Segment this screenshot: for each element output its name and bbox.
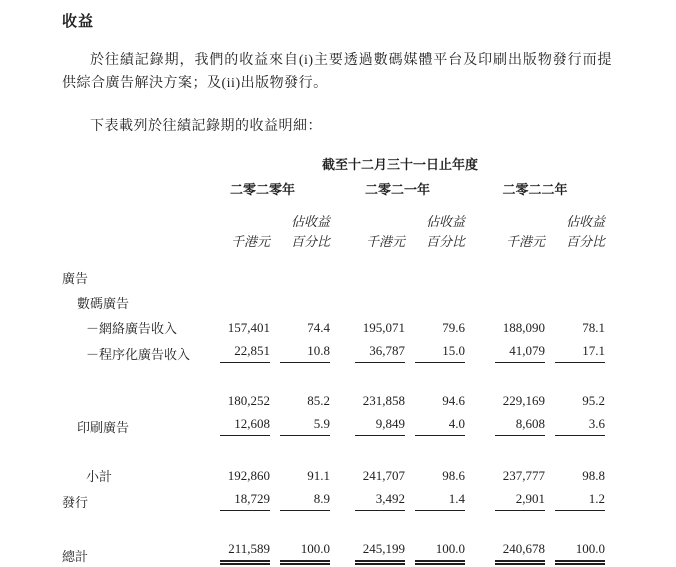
value-cell (270, 339, 330, 365)
value: 41,079 (495, 343, 545, 363)
value: 3.6 (555, 416, 605, 436)
value-cell (405, 389, 465, 412)
value: 188,090 (502, 320, 545, 335)
value: 12,608 (220, 416, 270, 436)
value: 100.0 (555, 541, 605, 565)
value-cell (405, 462, 465, 487)
value-cell (330, 289, 405, 314)
table-row (62, 412, 605, 438)
spacer-cell (62, 365, 605, 389)
value-cell (545, 289, 605, 314)
value-cell (465, 487, 545, 513)
table-row (62, 389, 605, 412)
value-cell (330, 314, 405, 339)
value-cell (545, 314, 605, 339)
value: 100.0 (415, 541, 465, 565)
value-cell (405, 252, 465, 289)
value: 241,707 (362, 468, 405, 483)
value: 245,199 (355, 541, 405, 565)
empty-cell (465, 211, 545, 231)
value-cell (465, 462, 545, 487)
value: 3,492 (355, 491, 405, 511)
row-label: 印刷廣告 (77, 420, 130, 435)
value-cell (465, 339, 545, 365)
table-row (62, 314, 605, 339)
empty-cell (330, 211, 405, 231)
value-cell (465, 412, 545, 438)
value: 2,901 (495, 491, 545, 511)
value-cell (465, 537, 545, 567)
value-cell (465, 252, 545, 289)
unit-pct-label: 百分比 (290, 234, 330, 249)
value: 98.6 (442, 468, 465, 483)
value-cell (405, 412, 465, 438)
value-cell (195, 252, 270, 289)
table-row (62, 537, 605, 567)
row-label: －程序化廣告收入 (86, 347, 191, 362)
value-cell (545, 252, 605, 289)
empty-cell (62, 154, 195, 176)
value: 157,401 (227, 320, 270, 335)
value-cell (195, 289, 270, 314)
value-cell (330, 339, 405, 365)
value: 10.8 (280, 343, 330, 363)
share-label: 佔收益 (425, 214, 465, 229)
spacer-cell (62, 438, 605, 462)
unit-money-label: 千港元 (230, 234, 270, 249)
value-cell (545, 412, 605, 438)
spacer-row (62, 513, 605, 537)
row-label: 小計 (86, 469, 113, 484)
value: 85.2 (307, 393, 330, 408)
value-cell (405, 537, 465, 567)
value-cell (195, 487, 270, 513)
year-header-2022: 二零二二年 (502, 182, 568, 197)
value: 1.4 (415, 491, 465, 511)
share-label: 佔收益 (290, 214, 330, 229)
value: 17.1 (555, 343, 605, 363)
share-label: 佔收益 (566, 214, 606, 229)
value-cell (330, 389, 405, 412)
value-cell (270, 537, 330, 567)
value: 78.1 (582, 320, 606, 335)
value-cell (195, 389, 270, 412)
value-cell (270, 252, 330, 289)
table-intro-paragraph: 下表載列於往績記錄期的收益明細： (90, 119, 322, 134)
value-cell (330, 537, 405, 567)
value-cell (545, 389, 605, 412)
value-cell (465, 314, 545, 339)
table-row (62, 289, 605, 314)
empty-cell (62, 231, 195, 252)
value-cell (545, 487, 605, 513)
value: 237,777 (502, 468, 545, 483)
intro-paragraph: 於往績記錄期，我們的收益來自(i)主要透過數碼媒體平台及印刷出版物發行而提供綜合廣告解決方案；及(ii)出版物發行。 (62, 53, 612, 91)
empty-cell (62, 211, 195, 231)
value-cell (270, 289, 330, 314)
value-cell (270, 462, 330, 487)
value-cell (270, 412, 330, 438)
row-label: 總計 (62, 549, 89, 564)
table-row (62, 487, 605, 513)
period-header-row (62, 154, 605, 176)
value-cell (195, 537, 270, 567)
value: 94.6 (442, 393, 465, 408)
value: 91.1 (307, 468, 330, 483)
empty-cell (195, 211, 270, 231)
value: 79.6 (442, 320, 465, 335)
unit-money-label: 千港元 (365, 234, 405, 249)
value: 8.9 (280, 491, 330, 511)
spacer-row (62, 438, 605, 462)
value: 98.8 (582, 468, 606, 483)
value: 74.4 (307, 320, 330, 335)
value-cell (270, 314, 330, 339)
value: 1.2 (555, 491, 605, 511)
value-cell (195, 314, 270, 339)
share-header-row (62, 211, 605, 231)
revenue-table-body (62, 252, 605, 567)
year-header-2020: 二零二零年 (229, 182, 295, 197)
unit-pct-label: 百分比 (425, 234, 465, 249)
value: 36,787 (355, 343, 405, 363)
row-label: 廣告 (62, 271, 89, 286)
value: 4.0 (415, 416, 465, 436)
value-cell (545, 537, 605, 567)
units-header-row (62, 231, 605, 252)
value-cell (330, 412, 405, 438)
value: 22,851 (220, 343, 270, 363)
revenue-table-header (62, 154, 605, 252)
value-cell (330, 487, 405, 513)
unit-money-label: 千港元 (505, 234, 545, 249)
value-cell (195, 462, 270, 487)
value-cell (405, 289, 465, 314)
year-header-row (62, 176, 605, 211)
value: 8,608 (495, 416, 545, 436)
spacer-row (62, 365, 605, 389)
value: 15.0 (415, 343, 465, 363)
value: 192,860 (227, 468, 270, 483)
unit-pct-label: 百分比 (566, 234, 606, 249)
value-cell (195, 412, 270, 438)
value-cell (270, 487, 330, 513)
value-cell (270, 389, 330, 412)
period-header: 截至十二月三十一日止年度 (322, 157, 479, 172)
revenue-table (62, 154, 605, 567)
value: 9,849 (355, 416, 405, 436)
row-label: 發行 (62, 495, 89, 510)
row-label: －網絡廣告收入 (86, 321, 178, 336)
table-row (62, 462, 605, 487)
value: 240,678 (495, 541, 545, 565)
value: 211,589 (220, 541, 270, 565)
table-row (62, 252, 605, 289)
value-cell (330, 252, 405, 289)
value: 18,729 (220, 491, 270, 511)
value: 231,858 (362, 393, 405, 408)
value-cell (405, 314, 465, 339)
page-title: 收益 (62, 14, 95, 30)
row-label (62, 389, 195, 412)
value-cell (465, 289, 545, 314)
empty-cell (62, 176, 195, 211)
year-header-2021: 二零二一年 (364, 182, 430, 197)
value: 100.0 (280, 541, 330, 565)
table-row (62, 339, 605, 365)
value-cell (195, 339, 270, 365)
value: 95.2 (582, 393, 606, 408)
row-label: 數碼廣告 (77, 296, 130, 311)
value-cell (405, 487, 465, 513)
value-cell (465, 389, 545, 412)
value-cell (330, 462, 405, 487)
value: 195,071 (362, 320, 405, 335)
value: 5.9 (280, 416, 330, 436)
value: 229,169 (502, 393, 545, 408)
value-cell (545, 339, 605, 365)
value-cell (545, 462, 605, 487)
value: 180,252 (227, 393, 270, 408)
spacer-cell (62, 513, 605, 537)
value-cell (405, 339, 465, 365)
